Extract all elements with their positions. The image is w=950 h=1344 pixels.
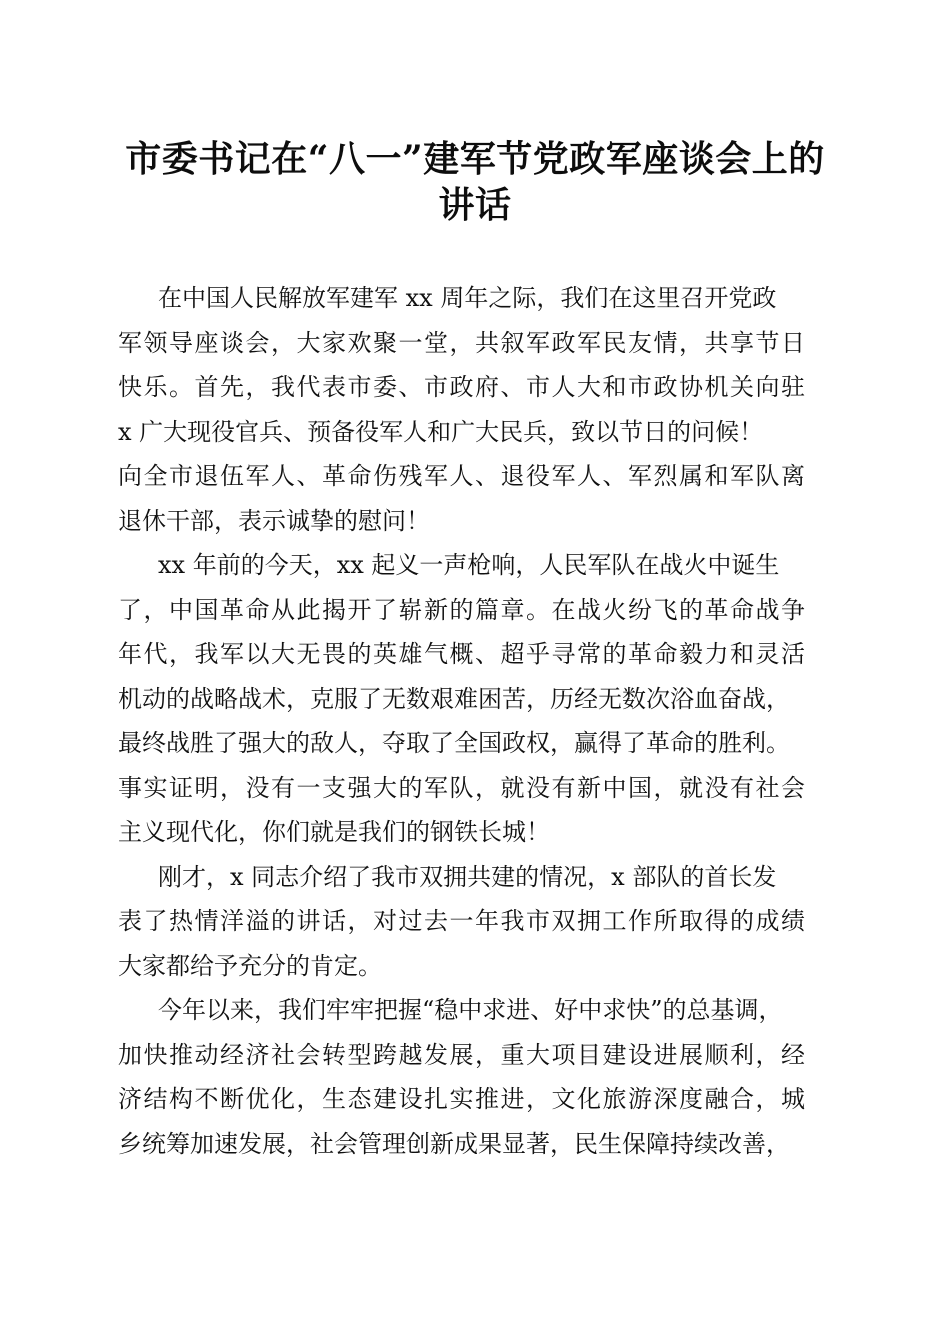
paragraph-line: 了，中国革命从此揭开了崭新的篇章。在战火纷飞的革命战争 — [118, 595, 807, 624]
paragraph-line: 大家都给予充分的肯定。 — [118, 951, 382, 980]
paragraph-line: 加快推动经济社会转型跨越发展，重大项目建设进展顺利，经 — [118, 1040, 807, 1069]
paragraph-line: x 广大现役官兵、预备役军人和广大民兵，致以节日的问候！ — [118, 417, 764, 446]
paragraph-3 — [118, 855, 832, 989]
paragraph-line: 快乐。首先，我代表市委、市政府、市人大和市政协机关向驻 — [118, 373, 807, 401]
paragraph-1 — [118, 276, 832, 543]
paragraph-line: 年代，我军以大无畏的英雄气概、超乎寻常的革命毅力和灵活 — [118, 640, 807, 668]
paragraph-line: 表了热情洋溢的讲话，对过去一年我市双拥工作所取得的成绩 — [118, 907, 807, 935]
title-line-2: 讲话 — [438, 184, 512, 226]
paragraph-line: 在中国人民解放军建军 xx 周年之际，我们在这里召开党政 — [158, 284, 777, 312]
paragraph-line: 事实证明，没有一支强大的军队，就没有新中国，就没有社会 — [118, 773, 807, 802]
paragraph-line: 最终战胜了强大的敌人，夺取了全国政权，赢得了革命的胜利。 — [118, 729, 790, 757]
paragraph-4 — [118, 988, 832, 1166]
paragraph-line: 主义现代化，你们就是我们的钢铁长城！ — [118, 818, 550, 846]
document-body — [118, 276, 832, 1166]
title-line-1: 市委书记在“八一”建军节党政军座谈会上的 — [125, 138, 825, 180]
paragraph-line: 军领导座谈会，大家欢聚一堂，共叙军政军民友情，共享节日 — [118, 328, 807, 357]
paragraph-line: 向全市退伍军人、革命伤残军人、退役军人、军烈属和军队离 — [118, 462, 807, 490]
paragraph-line: xx 年前的今天，xx 起义一声枪响，人民军队在战火中诞生 — [158, 551, 780, 579]
paragraph-line: 刚才，x 同志介绍了我市双拥共建的情况，x 部队的首长发 — [158, 862, 777, 891]
paragraph-line: 机动的战略战术，克服了无数艰难困苦，历经无数次浴血奋战， — [118, 684, 790, 713]
paragraph-line: 济结构不断优化，生态建设扎实推进，文化旅游深度融合，城 — [118, 1085, 807, 1113]
paragraph-line: 乡统筹加速发展，社会管理创新成果显著，民生保障持续改善， — [118, 1129, 790, 1158]
document-title — [118, 136, 832, 228]
paragraph-line: 今年以来，我们牢牢把握“稳中求进、好中求快”的总基调， — [158, 996, 783, 1024]
paragraph-2 — [118, 543, 832, 855]
paragraph-line: 退休干部，表示诚挚的慰问！ — [118, 506, 430, 535]
